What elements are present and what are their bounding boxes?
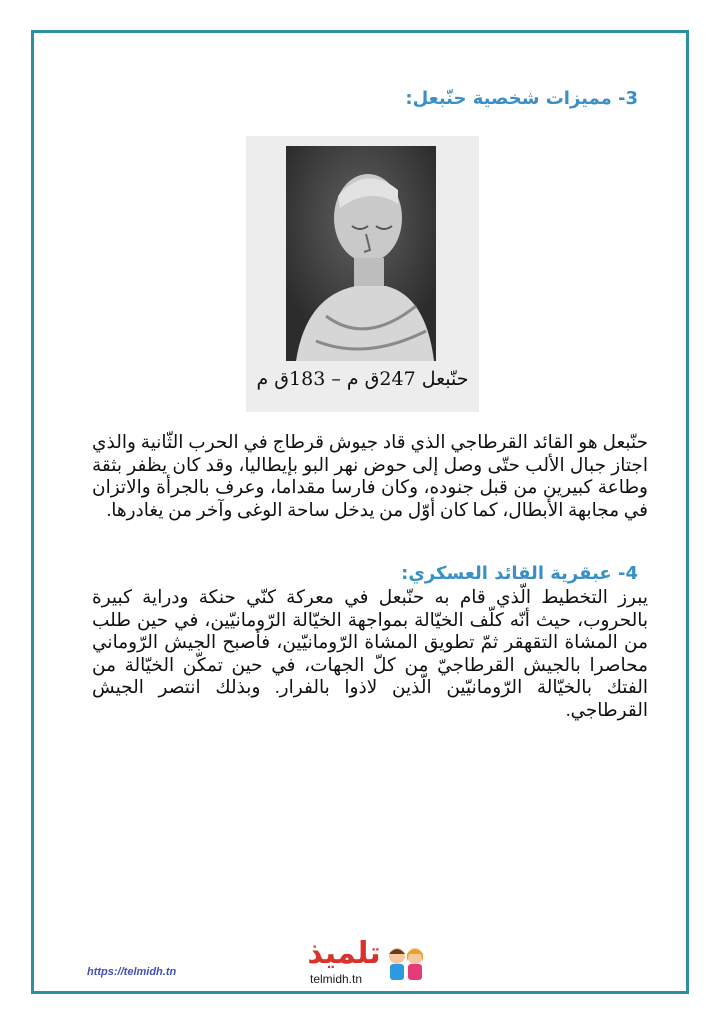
section-title-3: 3- مميزات شخصية حنّبعل: [405, 88, 638, 109]
paragraph-hannibal-traits: حنّبعل هو القائد القرطاجي الذي قاد جيوش قرطاج في الحرب الثّانية والذي اجتاز جبال الألب حتّى وصل إلى حوض نهر البو بإيطاليا، وقد كان يظفر بثقة وطاعة كبيرين من قبل جنوده، وكان فارسا مقداما، وعرف بالجرأة والاتزان في مجابهة الأبطال، كما كان أوّل من يدخل ساحة الوغى وآخر من يغادرها. [92, 433, 648, 521]
logo-arabic-text: تلميذ [307, 936, 381, 971]
kids-icon [386, 944, 426, 986]
hannibal-portrait [246, 136, 479, 412]
paragraph-military-genius: يبرز التخطيط الّذي قام به حنّبعل في معركة كنّي حنكة ودراية كبيرة بالحروب، حيث أنّه كلّف الخيّالة بمواجهة الخيّالة الرّومانيّين، في حين طلب من المشاة التقهقر ثمّ تطويق المشاة الرّومانيّين، فأصبح الجيش الرّوماني محاصرا بالجيش القرطاجيّ من كلّ الجهات، في حين تمكّن الخيّالة من الفتك بالخيّالة الرّومانيّين الّذين لاذوا بالفرار. وبذلك انتصر الجيش القرطاجي. [92, 588, 648, 721]
portrait-caption: حنّبعل 247ق م – 183ق م [256, 368, 469, 390]
footer-link[interactable]: https://telmidh.tn [87, 966, 177, 978]
telmidh-logo[interactable] [302, 936, 426, 988]
section-title-4: 4- عبقرية القائد العسكري: [401, 563, 638, 584]
bust-illustration [286, 146, 436, 361]
logo-domain-text: telmidh.tn [310, 972, 363, 986]
